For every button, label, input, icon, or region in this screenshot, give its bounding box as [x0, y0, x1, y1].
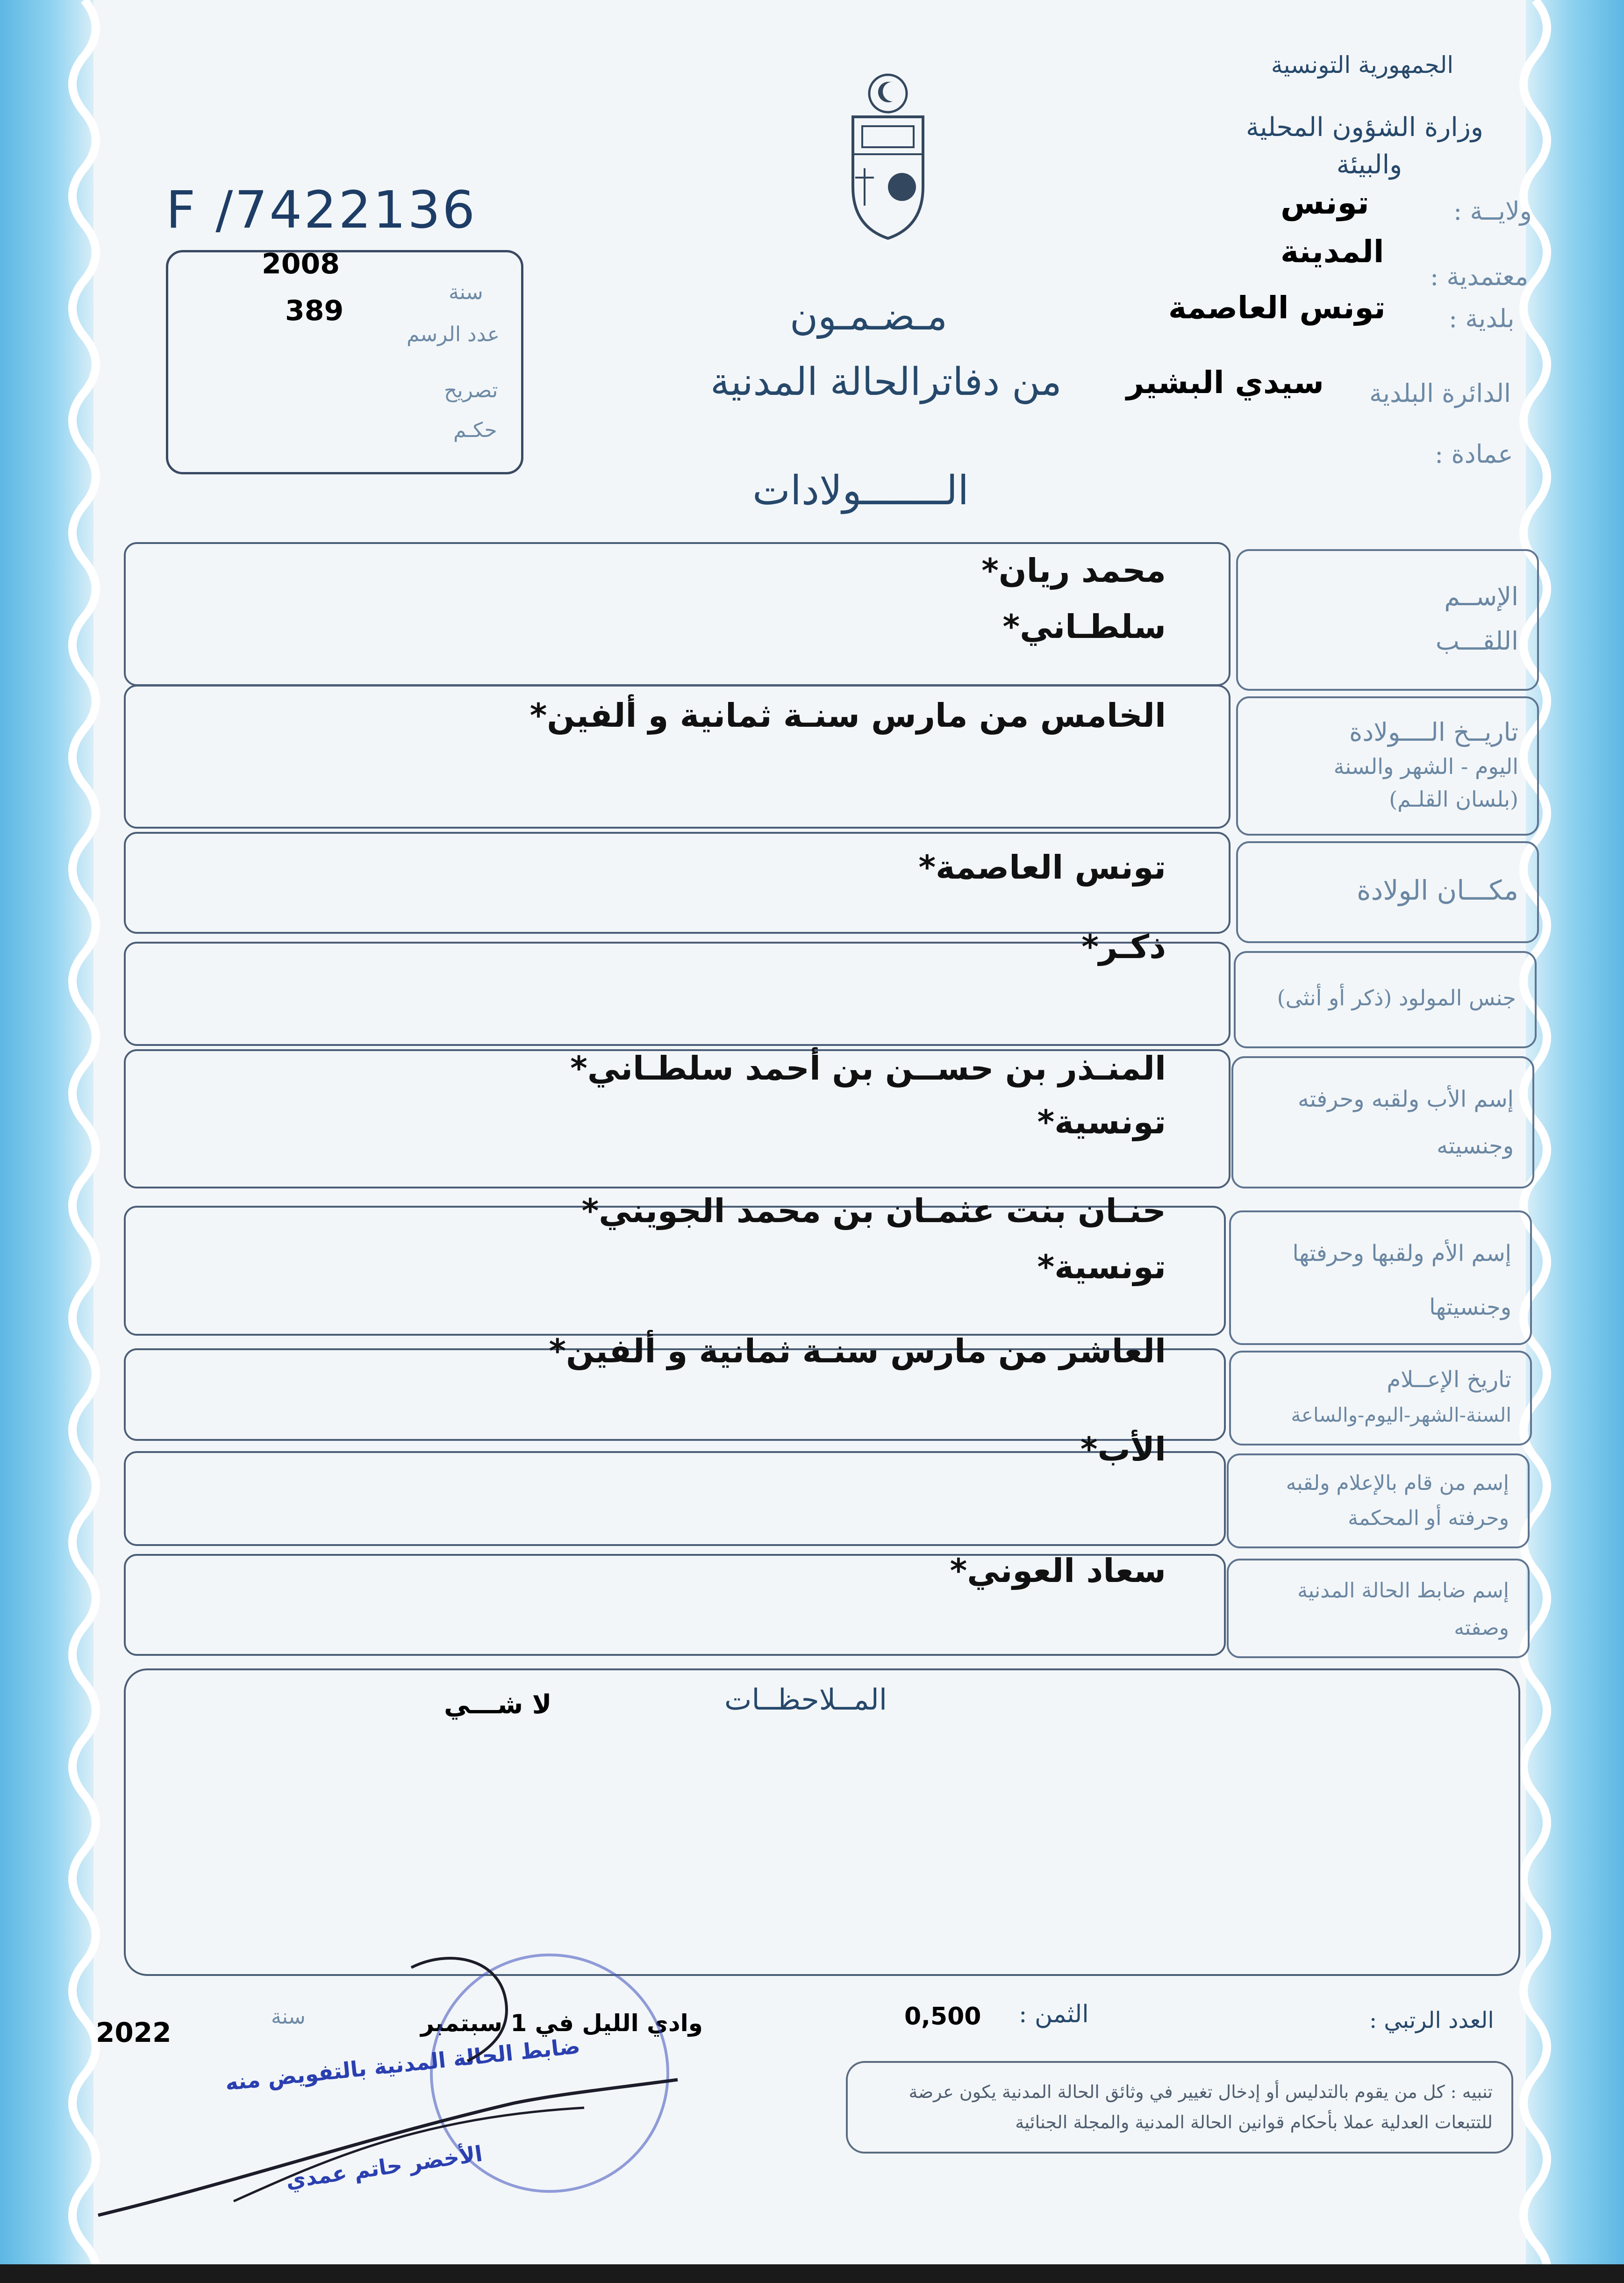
declaration-date-label-box: [1229, 1351, 1532, 1446]
signature-icon: [93, 1939, 701, 2220]
baladia-label: بلدية :: [1449, 304, 1515, 333]
daira-label: الدائرة البلدية: [1369, 379, 1511, 408]
birth-date-format-label: اليوم - الشهر والسنة: [1333, 754, 1518, 779]
wilaya-label: ولايــة :: [1453, 196, 1532, 226]
declaration-label: تصريح: [444, 379, 498, 402]
birth-place-label: مكـــان الولادة: [1357, 874, 1518, 906]
issue-place-date: وادي الليل في 1 سبتمبر: [421, 2010, 703, 2037]
legal-notice-box: [846, 2061, 1513, 2154]
serial-number: F /7422136: [166, 180, 477, 240]
name-label-box: [1236, 549, 1539, 691]
birth-place-value: تونس العاصمة*: [918, 848, 1166, 887]
birth-date-words-label: (بلسان القلـم): [1389, 787, 1518, 812]
title-sub: من دفاترالحالة المدنية: [710, 360, 1062, 404]
birth-place-label-box: [1236, 841, 1539, 943]
declarant-label: إسم من قام بالإعلام ولقبه: [1286, 1471, 1509, 1495]
declarant-profession-label: وحرفته أو المحكمة: [1348, 1506, 1509, 1530]
price-value: 0,500: [904, 2003, 981, 2031]
sex-value: ذكـر*: [1081, 928, 1166, 966]
sex-label-box: [1234, 951, 1537, 1048]
father-nationality-value: تونسية*: [1037, 1103, 1166, 1141]
judgment-label: حكـم: [453, 418, 497, 442]
ministry-name-line2: والبيئة: [1336, 150, 1402, 180]
remarks-label: المــلاحظــات: [724, 1682, 887, 1717]
stamp-officer-name: الأخضر حاتم عمدي: [284, 2140, 484, 2194]
motamadia-label: معتمدية :: [1430, 262, 1529, 291]
father-value: المنـذر بن حســن بن أحمد سلطـاني*: [570, 1049, 1166, 1088]
mother-label-box: [1229, 1210, 1532, 1345]
price-label: الثمن :: [1019, 2000, 1089, 2028]
footer-year-label: سنة: [271, 2005, 306, 2029]
declarant-value: الأب*: [1080, 1430, 1166, 1468]
declarant-value-box: [124, 1451, 1226, 1546]
birth-date-value: الخامس من مارس سنـة ثمانية و ألفين*: [529, 696, 1166, 735]
registration-number-value: 389: [285, 294, 344, 327]
registration-year-value: 2008: [262, 248, 340, 280]
section-title-births: الـــــــولادات: [752, 467, 969, 514]
declaration-date-label: تاريخ الإعــلام: [1387, 1367, 1511, 1393]
mother-nationality-label: وجنسيتها: [1429, 1294, 1511, 1320]
legal-notice-text: تنبيه : كل من يقوم بالتدليس أو إدخال تغيير في وثائق الحالة المدنية يكون عرضة للتتبعات العدلية عملا بأحكام قوانين الحالة المدنية والمجلة الجنائية: [909, 2082, 1493, 2133]
remarks-value: لا شـــي: [444, 1689, 552, 1720]
birth-date-label-box: [1236, 696, 1539, 836]
first-name-label: الإســم: [1444, 582, 1518, 611]
first-name-value: محمد ريان*: [981, 551, 1166, 590]
baladia-value: تونس العاصمة: [1168, 290, 1386, 326]
daira-value: سيدي البشير: [1126, 365, 1324, 401]
bottom-shadow: [0, 2264, 1624, 2283]
officer-label: إسم ضابط الحالة المدنية: [1297, 1579, 1509, 1603]
officer-label-box: [1227, 1559, 1530, 1658]
birth-date-label: تاريــخ الــــولادة: [1349, 717, 1518, 747]
republic-name: الجمهورية التونسية: [1271, 51, 1454, 79]
wilaya-value: تونس: [1281, 185, 1369, 222]
officer-value: سعاد العوني*: [950, 1552, 1166, 1590]
stamp-officer-text: ضابط الحالة المدنية بالتفويض منه: [224, 2033, 581, 2096]
title-main: مـضـمـون: [790, 294, 948, 339]
registration-number-label: عدد الرسم: [407, 322, 500, 346]
surname-label: اللقـــب: [1435, 626, 1518, 656]
mother-nationality-value: تونسية*: [1037, 1248, 1166, 1286]
father-nationality-label: وجنسيته: [1437, 1133, 1514, 1159]
footer-year-value: 2022: [96, 2017, 172, 2048]
motamadia-value: المدينة: [1281, 234, 1384, 270]
declaration-date-format-label: السنة-الشهر-اليوم-والساعة: [1291, 1403, 1511, 1426]
declarant-label-box: [1227, 1453, 1530, 1548]
registration-year-label: سنة: [449, 280, 483, 304]
father-label: إسم الأب ولقبه وحرفته: [1298, 1086, 1514, 1112]
tunisia-coat-of-arms-icon: [846, 65, 930, 243]
decorative-left-border: [0, 0, 93, 2283]
mother-value: حنـان بنت عثمـان بن محمد الجويني*: [581, 1192, 1166, 1230]
ministry-name: وزارة الشؤون المحلية: [1246, 112, 1483, 143]
sex-value-box: [124, 942, 1231, 1046]
declaration-date-value: العاشر من مارس سنـة ثمانية و ألفين*: [549, 1332, 1166, 1370]
mother-label: إسم الأم ولقبها وحرفتها: [1292, 1240, 1511, 1267]
decorative-right-border: [1526, 0, 1624, 2283]
sex-label: جنس المولود (ذكر أو أنثى): [1277, 985, 1516, 1010]
serial-order-label: العدد الرتبي :: [1369, 2007, 1494, 2033]
surname-value: سلطـاني*: [1002, 608, 1166, 646]
father-label-box: [1231, 1056, 1534, 1188]
omada-label: عمادة :: [1435, 439, 1513, 469]
officer-title-label: وصفته: [1454, 1616, 1509, 1640]
